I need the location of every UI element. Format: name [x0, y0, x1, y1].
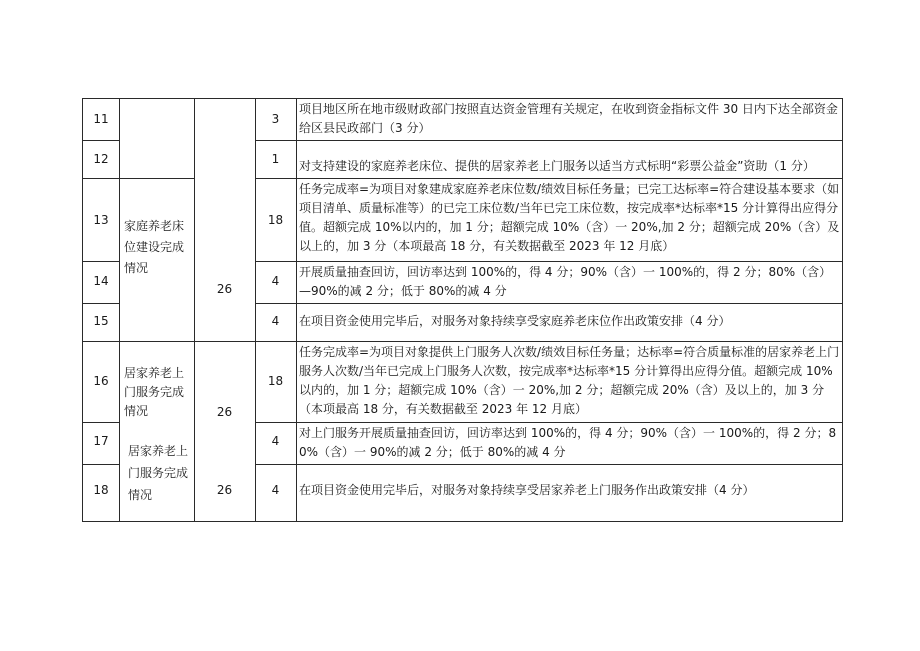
row-score: 4 [271, 483, 280, 497]
row-divider [255, 303, 842, 304]
row-divider [255, 422, 842, 423]
row-divider [255, 178, 842, 179]
category-total-home: 26 [216, 405, 233, 419]
row-divider [255, 464, 842, 465]
row-divider [82, 422, 120, 423]
row-divider [82, 303, 120, 304]
row-score: 18 [267, 213, 284, 227]
row-score: 4 [271, 434, 280, 448]
row-number: 16 [93, 374, 109, 388]
category-label-home: 居家养老上门服务完成情况 [124, 366, 185, 418]
row-divider [82, 464, 120, 465]
category-total-home-repeat: 26 [216, 483, 233, 497]
row-divider [82, 261, 120, 262]
row-number: 13 [93, 213, 109, 227]
column-divider [194, 98, 195, 522]
row-number: 18 [93, 483, 109, 497]
row-score: 18 [267, 374, 284, 388]
row-number: 14 [93, 274, 109, 288]
row-divider [82, 178, 194, 179]
row-number: 15 [93, 314, 109, 328]
row-score: 4 [271, 314, 280, 328]
category-label-home-repeat: 居家养老上门服务完成情况 [128, 444, 189, 502]
row-description: 任务完成率=为项目对象建成家庭养老床位数/绩效目标任务量；已完工达标率=符合建设基本要求（如项目清单、质量标准等）的已完工床位数/当年已完工床位数，按完成率*达标率*15 分计算得出应得分值。超额完成 10%以内的，加 1 分；超额完成 10%（含）一 20%,加 2 分；超额完成 20%（含）及以上的，加 3 分（本项最高 18 分，有关数据截至 2023 年 12 月底） [299, 182, 840, 253]
category-label-bed: 家庭养老床位建设完成情况 [124, 219, 185, 275]
row-description: 在项目资金使用完毕后，对服务对象持续享受家庭养老床位作出政策安排（4 分） [299, 314, 731, 328]
row-score: 4 [271, 274, 280, 288]
table-border-bottom [82, 521, 842, 522]
row-divider [82, 341, 842, 342]
row-description: 对上门服务开展质量抽查回访，回访率达到 100%的，得 4 分；90%（含）一 100%的，得 2 分；80%（含）一 90%的减 2 分；低于 80%的减 4 分 [299, 426, 837, 459]
row-number: 17 [93, 434, 109, 448]
row-description: 项目地区所在地市级财政部门按照直达资金管理有关规定，在收到资金指标文件 30 日内下达全部资金给区县民政部门（3 分） [299, 102, 838, 135]
row-divider [82, 140, 120, 141]
row-number: 12 [93, 152, 109, 166]
row-description: 开展质量抽查回访，回访率达到 100%的，得 4 分；90%（含）一 100%的，得 2 分；80%（含）—90%的减 2 分；低于 80%的减 4 分 [299, 265, 832, 298]
row-divider [255, 140, 842, 141]
row-number: 11 [93, 112, 109, 126]
table-border-top [82, 98, 842, 99]
row-description: 任务完成率=为项目对象提供上门服务人次数/绩效目标任务量；达标率=符合质量标准的居家养老上门服务人次数/当年已完成上门服务人次数，按完成率*达标率*15 分计算得出应得分值。超额完成 10%以内的，加 1 分；超额完成 10%（含）一 20%,加 2 分；超额完成 20%（含）及以上的，加 3 分（本项最高 18 分，有关数据截至 2023 年 12 月底） [299, 345, 840, 416]
category-total-bed: 26 [216, 282, 233, 296]
row-description: 对支持建设的家庭养老床位、提供的居家养老上门服务以适当方式标明“彩票公益金”资助（1 分） [299, 159, 815, 173]
column-divider [296, 98, 297, 522]
row-description: 在项目资金使用完毕后，对服务对象持续享受居家养老上门服务作出政策安排（4 分） [299, 483, 755, 497]
row-score: 1 [271, 152, 280, 166]
row-score: 3 [271, 112, 280, 126]
row-divider [255, 261, 842, 262]
